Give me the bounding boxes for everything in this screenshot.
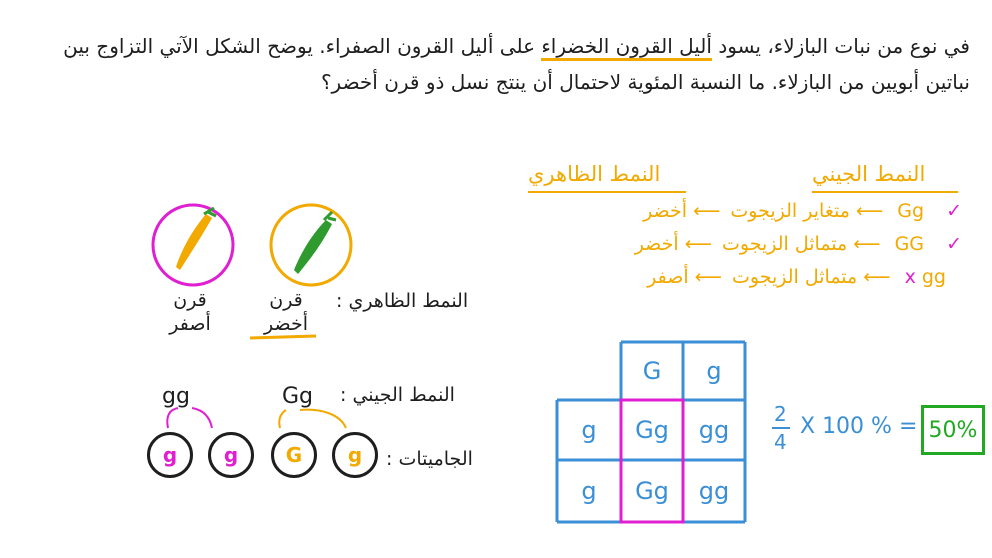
punnett-cell: Gg <box>635 477 669 505</box>
gamete-arrow-yellow-2 <box>192 408 212 428</box>
arrow-icon: ⟵ <box>853 233 881 255</box>
green-genotype: Gg <box>282 384 314 409</box>
phenotype-label: النمط الظاهري : <box>336 290 469 312</box>
genotype-header: النمط الجيني <box>812 162 926 186</box>
green-phenotype <box>246 288 326 336</box>
yellow-gamete-1: g <box>147 432 193 478</box>
fraction-denominator: 4 <box>774 430 787 454</box>
yellow-gamete-2: g <box>208 432 254 478</box>
green-pod-icon <box>294 220 332 274</box>
punnett-cell: Gg <box>635 416 669 444</box>
green-phenotype-line1: قرن <box>269 289 303 311</box>
punnett-cell: gg <box>698 416 730 444</box>
green-phenotype-underline <box>250 336 316 338</box>
key-zygosity: متغاير الزيجوت <box>730 200 850 222</box>
key-phenotype: أخضر <box>643 200 688 222</box>
key-zygosity: متماثل الزيجوت <box>722 233 848 255</box>
green-gamete-2: g <box>332 432 378 478</box>
gamete-arrow-green-1 <box>279 410 286 428</box>
arrow-icon: ⟵ <box>855 200 884 222</box>
arrow-icon: ⟵ <box>863 266 891 288</box>
question-part1: في نوع من نبات البازلاء، يسود <box>711 34 970 58</box>
cross-icon: x <box>904 266 916 288</box>
gamete-arrow-yellow-1 <box>167 408 178 428</box>
yellow-genotype: gg <box>162 384 190 409</box>
arrow-icon: ⟵ <box>684 233 712 255</box>
yellow-pod-icon <box>176 214 212 270</box>
key-genotype: Gg <box>897 200 925 222</box>
yellow-phenotype <box>150 288 230 336</box>
yellow-phenotype-line2: أصفر <box>169 313 211 335</box>
fraction-numerator: 2 <box>774 402 787 426</box>
answer-box: 50% <box>921 405 985 455</box>
calculation-expression: X 100 % = <box>800 414 918 439</box>
punnett-cell: gg <box>698 477 730 505</box>
gamete-arrow-green-2 <box>300 410 346 428</box>
green-gamete-1: G <box>271 432 317 478</box>
punnett-row-header: g <box>581 416 597 444</box>
key-phenotype: أصفر <box>647 266 689 288</box>
gametes-label: الجاميتات : <box>386 448 473 470</box>
question-part2: على أليل القرون الصفراء. يوضح الشكل الآتي التزاوج بين نباتين أبويين من البازلاء. ما النسبة المئوية لاحتمال أن ينتج نسل ذو قرن أخضر؟ <box>63 34 970 94</box>
key-row <box>643 200 962 222</box>
key-genotype: gg <box>921 266 946 288</box>
genotype-label: النمط الجيني : <box>340 384 455 406</box>
key-phenotype: أخضر <box>634 233 679 255</box>
check-icon: ✓ <box>946 233 962 255</box>
check-icon: ✓ <box>946 200 962 222</box>
yellow-phenotype-line1: قرن <box>173 289 207 311</box>
phenotype-header: النمط الظاهري <box>528 162 661 186</box>
key-zygosity: متماثل الزيجوت <box>732 266 858 288</box>
key-genotype: GG <box>894 233 925 255</box>
punnett-col-header: g <box>706 357 722 385</box>
arrow-icon: ⟵ <box>693 200 721 222</box>
green-phenotype-line2: أخضر <box>264 313 308 335</box>
punnett-col-header: G <box>642 357 662 385</box>
arrow-icon: ⟵ <box>694 266 722 288</box>
punnett-row-header: g <box>581 477 597 505</box>
key-row <box>647 266 962 288</box>
question-highlight: أليل القرون الخضراء <box>541 34 712 61</box>
key-row <box>635 233 962 255</box>
